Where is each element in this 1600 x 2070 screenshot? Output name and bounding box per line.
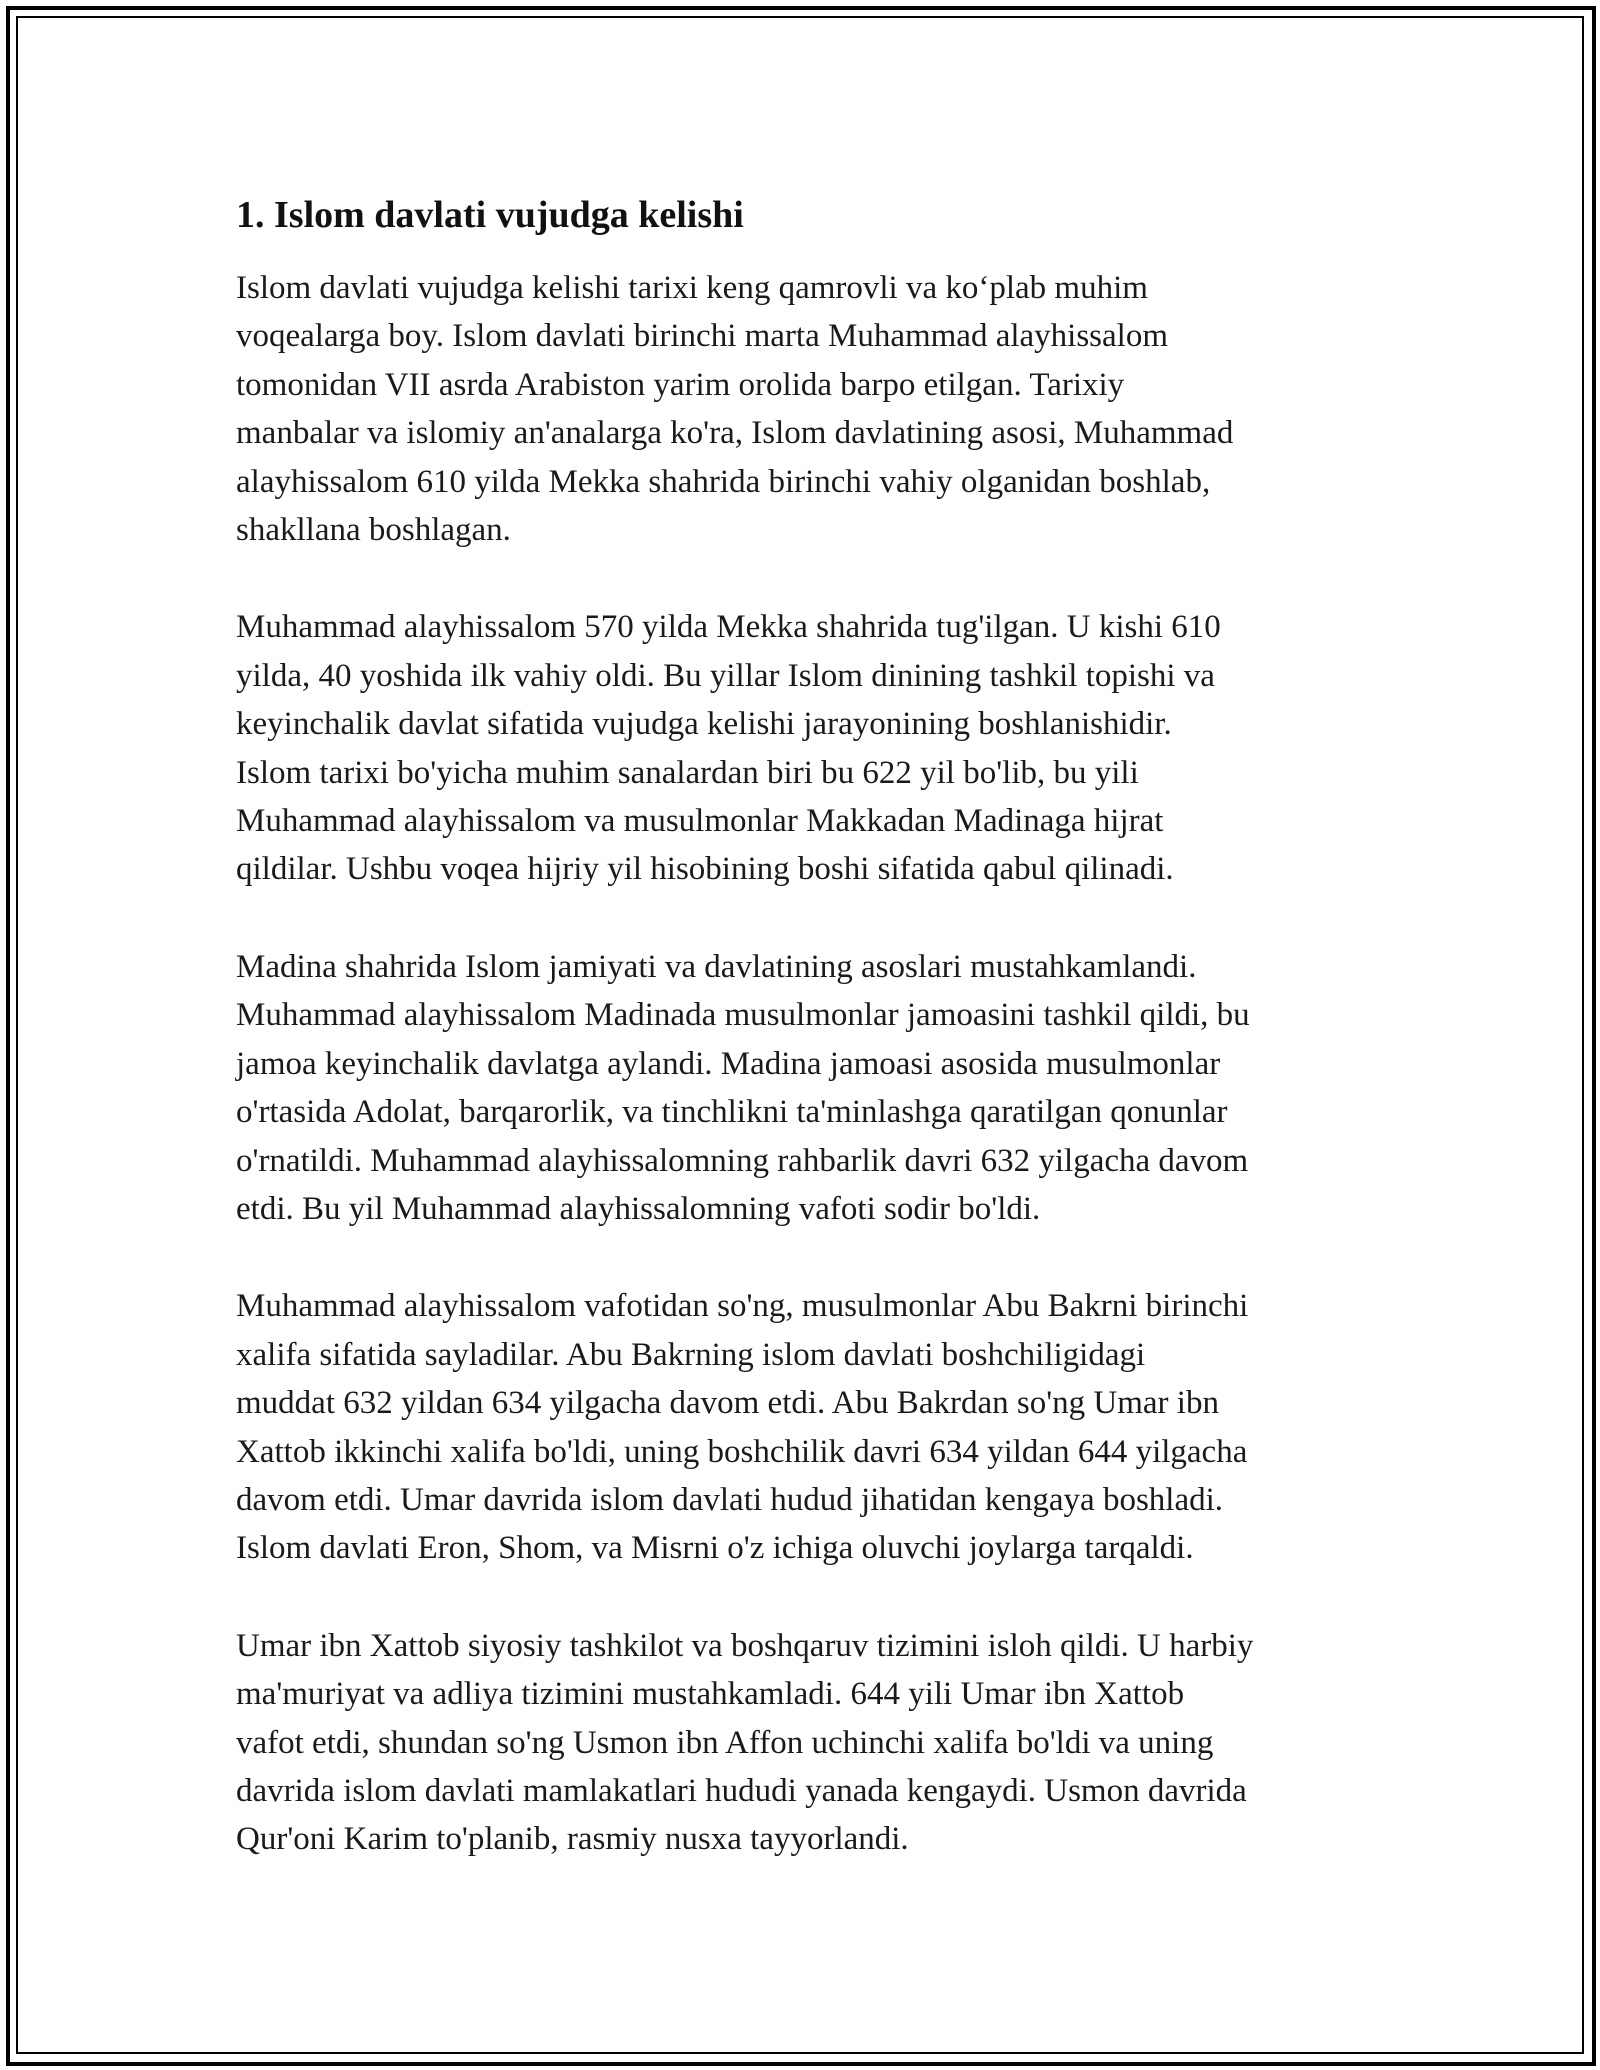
paragraph-5: Umar ibn Xattob siyosiy tashkilot va boshqaruv tizimini isloh qildi. U harbiy ma'muriyat va adliya tizimini mustahkamladi. 644 yili Umar ibn Xattob vafot etdi, shundan so'ng Usmon ibn Affon uchinchi xalifa bo'ldi va uning davrida islom davlati mamlakatlari hududi yanada kengaydi. Usmon davrida Qur'oni Karim to'planib, rasmiy nusxa tayyorlandi. [236,1627,1254,1858]
paragraph-2: Muhammad alayhissalom 570 yilda Mekka shahrida tug'ilgan. U kishi 610 yilda, 40 yoshida ilk vahiy oldi. Bu yillar Islom dinining tashkil topishi va keyinchalik davlat sifatida vujudga kelishi jarayonining boshlanishidir. Islom tarixi bo'yicha muhim sanalardan biri bu 622 yil bo'lib, bu yili Muhammad alayhissalom va musulmonlar Makkadan Madinaga hijrat qildilar. Ushbu voqea hijriy yil hisobining boshi sifatida qabul qilinadi. [236,609,1221,888]
section-title: 1. Islom davlati vujudga kelishi [236,194,744,236]
paragraph-3: Madina shahrida Islom jamiyati va davlatining asoslari mustahkamlandi. Muhammad alayhissalom Madinada musulmonlar jamoasini tashkil qildi, bu jamoa keyinchalik davlatga aylandi. Madina jamoasi asosida musulmonlar o'rtasida Adolat, barqarorlik, va tinchlikni ta'minlashga qaratilgan qonunlar o'rnatildi. Muhammad alayhissalomning rahbarlik davri 632 yilgacha davom etdi. Bu yil Muhammad alayhissalomning vafoti sodir bo'ldi. [236,948,1250,1227]
paragraph-4: Muhammad alayhissalom vafotidan so'ng, musulmonlar Abu Bakrni birinchi xalifa sifatida sayladilar. Abu Bakrning islom davlati boshchiligidagi muddat 632 yildan 634 yilgacha davom etdi. Abu Bakrdan so'ng Umar ibn Xattob ikkinchi xalifa bo'ldi, uning boshchilik davri 634 yildan 644 yilgacha davom etdi. Umar davrida islom davlati hudud jihatidan kengaya boshladi. Islom davlati Eron, Shom, va Misrni o'z ichiga oluvchi joylarga tarqaldi. [236,1288,1249,1567]
paragraph-1: Islom davlati vujudga kelishi tarixi keng qamrovli va koʻplab muhim voqealarga boy. Islom davlati birinchi marta Muhammad alayhissalom tomonidan VII asrda Arabiston yarim orolida barpo etilgan. Tarixiy manbalar va islomiy an'analarga ko'ra, Islom davlatining asosi, Muhammad alayhissalom 610 yilda Mekka shahrida birinchi vahiy olganidan boshlab, shakllana boshlagan. [236,270,1234,549]
document-body [236,186,1376,1913]
